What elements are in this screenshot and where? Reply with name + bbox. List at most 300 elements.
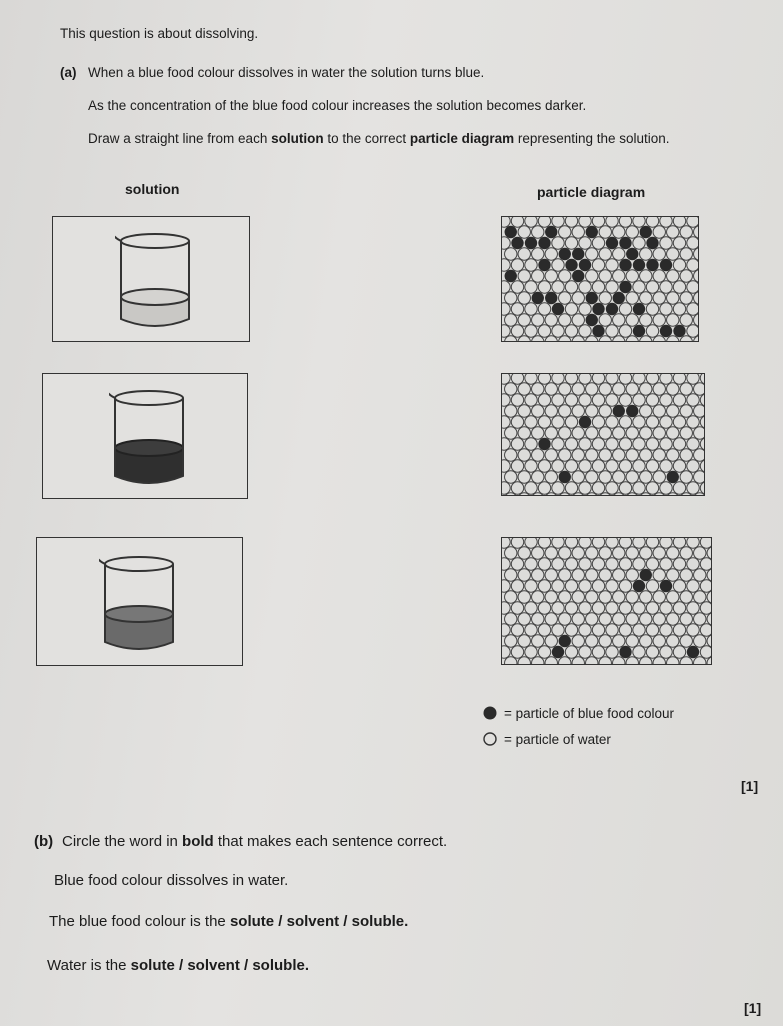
- water-particle: [586, 635, 598, 647]
- water-particle: [606, 416, 618, 428]
- water-particle: [694, 569, 706, 581]
- water-particle: [626, 383, 638, 395]
- water-particle: [687, 416, 699, 428]
- water-particle: [565, 482, 577, 494]
- water-particle: [640, 314, 652, 326]
- water-particle: [525, 259, 537, 271]
- water-particle: [599, 270, 611, 282]
- water-particle: [707, 635, 711, 647]
- water-particle: [667, 405, 679, 417]
- water-particle: [592, 416, 604, 428]
- water-particle: [559, 292, 571, 304]
- water-particle: [687, 538, 699, 548]
- water-particle: [599, 427, 611, 439]
- water-particle: [694, 292, 698, 304]
- water-particle: [700, 438, 704, 450]
- water-particle: [559, 405, 571, 417]
- water-particle: [660, 438, 672, 450]
- dye-particle: [606, 237, 618, 249]
- water-particle: [660, 416, 672, 428]
- water-particle: [653, 493, 665, 495]
- water-particle: [586, 569, 598, 581]
- water-particle: [511, 646, 523, 658]
- water-particle: [613, 635, 625, 647]
- water-particle: [694, 314, 698, 326]
- water-particle: [653, 591, 665, 603]
- water-particle: [559, 314, 571, 326]
- water-particle: [525, 482, 537, 494]
- water-particle: [525, 374, 537, 384]
- water-particle: [673, 374, 685, 384]
- water-particle: [565, 237, 577, 249]
- water-particle: [502, 259, 510, 271]
- water-particle: [592, 438, 604, 450]
- water-particle: [579, 237, 591, 249]
- solution-box-dark[interactable]: [42, 373, 248, 499]
- dye-particle: [532, 292, 544, 304]
- water-particle: [586, 383, 598, 395]
- water-particle: [559, 591, 571, 603]
- water-particle: [511, 416, 523, 428]
- water-particle: [673, 602, 685, 614]
- water-particle: [518, 471, 530, 483]
- water-particle: [502, 460, 510, 472]
- water-particle: [586, 449, 598, 461]
- water-particle: [653, 547, 665, 559]
- water-particle: [667, 635, 679, 647]
- water-particle: [599, 292, 611, 304]
- water-particle: [680, 405, 692, 417]
- water-particle: [613, 547, 625, 559]
- dye-particle: [511, 237, 523, 249]
- water-particle: [592, 558, 604, 570]
- water-particle: [511, 460, 523, 472]
- water-particle: [559, 449, 571, 461]
- water-particle: [552, 374, 564, 384]
- water-particle: [579, 374, 591, 384]
- water-particle: [518, 292, 530, 304]
- water-particle: [525, 325, 537, 337]
- water-particle: [502, 438, 510, 450]
- water-particle: [525, 580, 537, 592]
- water-particle: [518, 314, 530, 326]
- water-particle: [626, 613, 638, 625]
- water-particle: [572, 427, 584, 439]
- water-particle: [613, 569, 625, 581]
- dye-particle: [586, 226, 598, 238]
- water-particle: [505, 449, 517, 461]
- key-water: [482, 731, 611, 747]
- water-particle: [532, 314, 544, 326]
- water-particle: [626, 292, 638, 304]
- dye-particle: [687, 646, 699, 658]
- water-particle: [673, 460, 685, 472]
- water-particle: [673, 438, 685, 450]
- intro-text: This question is about dissolving.: [60, 26, 259, 41]
- water-particle: [511, 624, 523, 636]
- water-particle: [572, 449, 584, 461]
- water-particle: [687, 374, 699, 384]
- water-particle: [599, 547, 611, 559]
- water-particle: [667, 613, 679, 625]
- water-particle: [680, 613, 692, 625]
- part-a-label: (a): [60, 65, 77, 80]
- water-particle: [633, 460, 645, 472]
- water-particle: [552, 217, 564, 227]
- water-particle: [694, 427, 704, 439]
- water-particle: [592, 460, 604, 472]
- water-particle: [565, 416, 577, 428]
- water-particle: [673, 538, 685, 548]
- dye-particle: [538, 438, 550, 450]
- water-particle: [626, 471, 638, 483]
- water-particle: [633, 482, 645, 494]
- water-particle: [525, 538, 537, 548]
- water-particle: [572, 591, 584, 603]
- part-b-marks: [1]: [744, 1000, 762, 1016]
- water-particle: [667, 427, 679, 439]
- water-particle: [633, 281, 645, 293]
- water-particle: [613, 471, 625, 483]
- water-particle: [606, 482, 618, 494]
- water-particle: [545, 449, 557, 461]
- part-a-marks: [1]: [741, 778, 759, 794]
- water-particle: [646, 394, 658, 406]
- water-particle: [599, 383, 611, 395]
- water-particle: [592, 482, 604, 494]
- water-particle: [646, 624, 658, 636]
- dye-particle: [633, 259, 645, 271]
- water-particle: [586, 547, 598, 559]
- water-particle: [502, 217, 510, 227]
- water-particle: [606, 374, 618, 384]
- dye-particle: [619, 237, 631, 249]
- water-particle: [646, 303, 658, 315]
- water-particle: [525, 460, 537, 472]
- water-particle: [667, 383, 679, 395]
- water-particle: [505, 547, 517, 559]
- water-particle: [572, 471, 584, 483]
- dye-particle: [552, 646, 564, 658]
- key-water-label: = particle of water: [504, 731, 611, 747]
- water-particle: [687, 602, 699, 614]
- water-particle: [545, 493, 557, 495]
- dye-particle: [586, 314, 598, 326]
- water-particle: [518, 449, 530, 461]
- dye-particle: [538, 237, 550, 249]
- water-particle: [532, 471, 544, 483]
- water-particle: [502, 303, 510, 315]
- particle-diagram-dilute[interactable]: [501, 373, 705, 496]
- water-particle: [592, 374, 604, 384]
- water-particle: [505, 471, 517, 483]
- dye-particle: [633, 303, 645, 315]
- water-particle: [687, 259, 698, 271]
- water-particle: [538, 460, 550, 472]
- water-particle: [592, 646, 604, 658]
- water-particle: [545, 427, 557, 439]
- water-particle: [599, 493, 611, 495]
- open-circle-icon: [482, 731, 498, 747]
- sentence-3-options[interactable]: solute / solvent / soluble.: [130, 957, 310, 974]
- water-particle: [532, 591, 544, 603]
- water-particle: [613, 427, 625, 439]
- dye-particle: [545, 226, 557, 238]
- water-particle: [538, 646, 550, 658]
- dye-particle: [619, 646, 631, 658]
- water-particle: [559, 383, 571, 395]
- water-particle: [640, 613, 652, 625]
- water-particle: [565, 303, 577, 315]
- water-particle: [579, 580, 591, 592]
- water-particle: [653, 405, 665, 417]
- water-particle: [687, 624, 699, 636]
- water-particle: [532, 405, 544, 417]
- water-particle: [606, 281, 618, 293]
- water-particle: [660, 460, 672, 472]
- water-particle: [579, 646, 591, 658]
- water-particle: [586, 248, 598, 260]
- water-particle: [667, 248, 679, 260]
- particle-diagram-heading: particle diagram: [537, 184, 646, 200]
- water-particle: [660, 374, 672, 384]
- water-particle: [545, 613, 557, 625]
- water-particle: [532, 547, 544, 559]
- sentence-2-options[interactable]: solute / solvent / soluble.: [229, 913, 409, 930]
- particle-diagram-dilute-2[interactable]: [501, 537, 712, 665]
- dye-particle: [640, 226, 652, 238]
- water-particle: [694, 226, 698, 238]
- water-particle: [667, 449, 679, 461]
- water-particle: [599, 248, 611, 260]
- water-particle: [586, 270, 598, 282]
- water-particle: [545, 471, 557, 483]
- water-particle: [518, 226, 530, 238]
- water-particle: [646, 602, 658, 614]
- dye-particle: [640, 569, 652, 581]
- solution-box-medium[interactable]: [36, 537, 243, 666]
- water-particle: [619, 438, 631, 450]
- water-particle: [538, 580, 550, 592]
- water-particle: [694, 383, 704, 395]
- water-particle: [518, 591, 530, 603]
- water-particle: [502, 416, 510, 428]
- water-particle: [653, 449, 665, 461]
- water-particle: [502, 602, 510, 614]
- particle-grid: [502, 217, 698, 341]
- water-particle: [646, 217, 658, 227]
- water-particle: [680, 471, 692, 483]
- water-particle: [694, 547, 706, 559]
- water-particle: [680, 547, 692, 559]
- dye-particle: [667, 471, 679, 483]
- sentence-3: Water is the solute / solvent / soluble.: [47, 957, 310, 974]
- water-particle: [525, 217, 537, 227]
- water-particle: [687, 558, 699, 570]
- water-particle: [511, 303, 523, 315]
- dye-particle: [559, 471, 571, 483]
- water-particle: [626, 547, 638, 559]
- water-particle: [606, 538, 618, 548]
- dye-particle: [552, 303, 564, 315]
- water-particle: [599, 613, 611, 625]
- water-particle: [660, 482, 672, 494]
- water-particle: [599, 635, 611, 647]
- water-particle: [687, 394, 699, 406]
- dye-particle: [633, 325, 645, 337]
- water-particle: [667, 226, 679, 238]
- water-particle: [633, 538, 645, 548]
- water-particle: [579, 217, 591, 227]
- water-particle: [505, 427, 517, 439]
- water-particle: [532, 248, 544, 260]
- water-particle: [694, 635, 706, 647]
- water-particle: [565, 374, 577, 384]
- water-particle: [619, 303, 631, 315]
- part-b-instruction: Circle the word in bold that makes each sentence correct.: [62, 833, 448, 850]
- water-particle: [660, 624, 672, 636]
- water-particle: [511, 217, 523, 227]
- dye-particle: [559, 248, 571, 260]
- water-particle: [619, 325, 631, 337]
- water-particle: [687, 325, 698, 337]
- water-particle: [707, 613, 711, 625]
- water-particle: [673, 580, 685, 592]
- water-particle: [619, 624, 631, 636]
- water-particle: [646, 580, 658, 592]
- dye-particle: [586, 292, 598, 304]
- dye-particle: [613, 292, 625, 304]
- water-particle: [613, 493, 625, 495]
- water-particle: [552, 538, 564, 548]
- particle-grid: [502, 538, 711, 664]
- water-particle: [700, 394, 704, 406]
- water-particle: [592, 237, 604, 249]
- water-particle: [502, 646, 510, 658]
- dye-particle: [525, 237, 537, 249]
- water-particle: [673, 217, 685, 227]
- water-particle: [572, 493, 584, 495]
- water-particle: [619, 538, 631, 548]
- particle-diagram-concentrated[interactable]: [501, 216, 699, 342]
- water-particle: [700, 646, 711, 658]
- water-particle: [559, 613, 571, 625]
- water-particle: [532, 270, 544, 282]
- water-particle: [680, 226, 692, 238]
- water-particle: [559, 226, 571, 238]
- water-particle: [518, 383, 530, 395]
- sentence-2: The blue food colour is the solute / solvent / soluble.: [49, 913, 409, 930]
- water-particle: [572, 383, 584, 395]
- water-particle: [606, 259, 618, 271]
- water-particle: [572, 613, 584, 625]
- water-particle: [538, 482, 550, 494]
- water-particle: [680, 270, 692, 282]
- water-particle: [505, 314, 517, 326]
- water-particle: [532, 226, 544, 238]
- dye-particle: [572, 248, 584, 260]
- dye-particle: [626, 405, 638, 417]
- water-particle: [552, 259, 564, 271]
- water-particle: [653, 270, 665, 282]
- water-particle: [599, 449, 611, 461]
- water-particle: [565, 325, 577, 337]
- water-particle: [565, 624, 577, 636]
- dye-particle: [559, 635, 571, 647]
- dye-particle: [572, 270, 584, 282]
- water-particle: [633, 416, 645, 428]
- water-particle: [633, 394, 645, 406]
- water-particle: [653, 226, 665, 238]
- water-particle: [626, 449, 638, 461]
- water-particle: [525, 394, 537, 406]
- water-particle: [633, 438, 645, 450]
- water-particle: [592, 217, 604, 227]
- water-particle: [606, 624, 618, 636]
- water-particle: [565, 646, 577, 658]
- water-particle: [687, 460, 699, 472]
- water-particle: [532, 427, 544, 439]
- water-particle: [579, 394, 591, 406]
- water-particle: [579, 538, 591, 548]
- water-particle: [646, 538, 658, 548]
- sentence-1: Blue food colour dissolves in water.: [54, 872, 289, 889]
- water-particle: [619, 580, 631, 592]
- water-particle: [572, 226, 584, 238]
- dye-particle: [646, 237, 658, 249]
- dye-particle: [626, 248, 638, 260]
- water-particle: [505, 405, 517, 417]
- water-particle: [687, 303, 698, 315]
- water-particle: [572, 569, 584, 581]
- water-particle: [606, 325, 618, 337]
- water-particle: [660, 281, 672, 293]
- dye-particle: [660, 325, 672, 337]
- water-particle: [660, 303, 672, 315]
- water-particle: [552, 438, 564, 450]
- dye-particle: [538, 259, 550, 271]
- water-particle: [552, 237, 564, 249]
- water-particle: [525, 602, 537, 614]
- water-particle: [640, 635, 652, 647]
- water-particle: [586, 613, 598, 625]
- water-particle: [559, 569, 571, 581]
- water-particle: [545, 591, 557, 603]
- water-particle: [599, 226, 611, 238]
- water-particle: [626, 427, 638, 439]
- water-particle: [680, 591, 692, 603]
- water-particle: [687, 580, 699, 592]
- dye-particle: [505, 226, 517, 238]
- water-particle: [511, 325, 523, 337]
- water-particle: [518, 270, 530, 282]
- water-particle: [673, 281, 685, 293]
- water-particle: [505, 613, 517, 625]
- water-particle: [579, 281, 591, 293]
- water-particle: [626, 226, 638, 238]
- water-particle: [586, 427, 598, 439]
- water-particle: [667, 314, 679, 326]
- water-particle: [502, 325, 510, 337]
- water-particle: [532, 635, 544, 647]
- water-particle: [545, 314, 557, 326]
- water-particle: [660, 237, 672, 249]
- water-particle: [599, 314, 611, 326]
- solution-box-light[interactable]: [52, 216, 250, 342]
- solution-heading: solution: [125, 181, 180, 197]
- water-particle: [667, 292, 679, 304]
- water-particle: [613, 270, 625, 282]
